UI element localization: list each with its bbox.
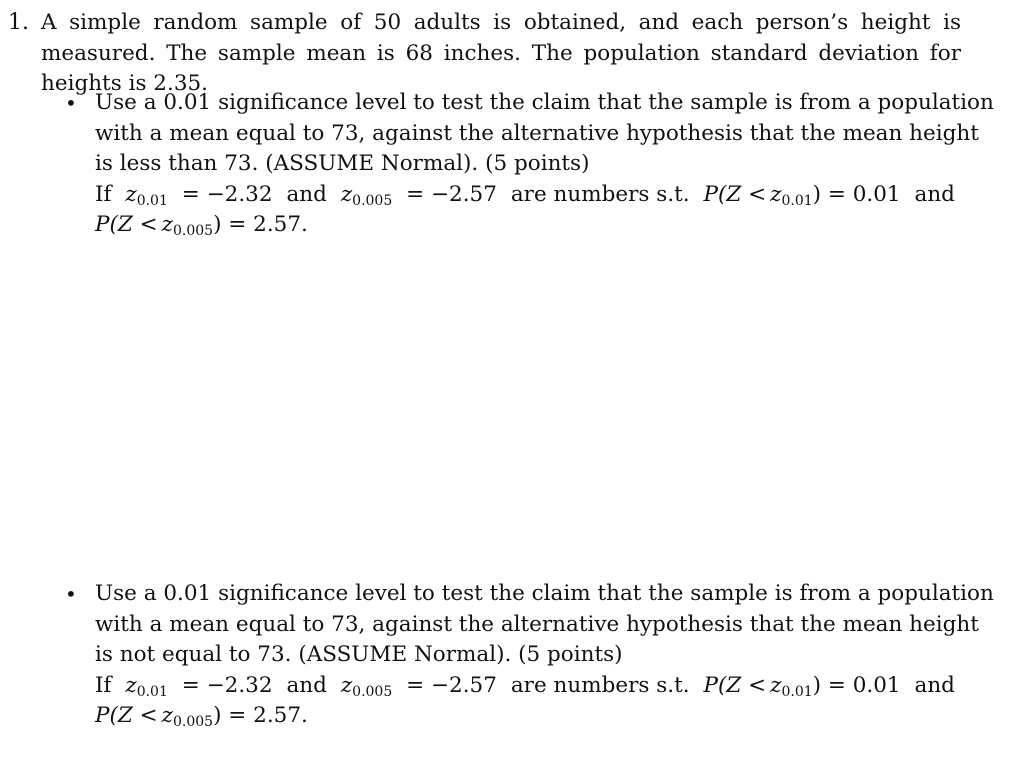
problem-statement: A simple random sample of 50 adults is obtained, and each person’s height is measured. The sample mean is 68 inches. The population standard deviation for heights is 2.35.: [41, 10, 961, 96]
bullet-marker: •: [65, 582, 77, 606]
if-word: If: [95, 672, 112, 698]
numbers-text: are numbers s.t.: [510, 672, 690, 698]
probability-2: $P(Z < z_{0.005}) = 2.57$.: [95, 703, 308, 730]
z-critical-2-value: = −2.57: [406, 181, 497, 207]
z-critical-1: $z_{0.01}$: [125, 672, 168, 700]
z-values-line: [95, 671, 955, 702]
probability-1: $P(Z < z_{0.01}) = 0.01$: [703, 181, 901, 209]
z-critical-1-value: = −2.32: [181, 181, 273, 207]
probability-2: $P(Z < z_{0.005}) = 2.57$.: [95, 212, 308, 239]
and-word: and: [286, 672, 327, 698]
bullet-line: is not equal to 73. (ASSUME Normal). (5 points): [95, 642, 623, 667]
bullet-line: with a mean equal to 73, against the alternative hypothesis that the mean height: [95, 120, 979, 146]
problem-number: 1.: [8, 10, 29, 35]
bullet-item-1: [95, 88, 994, 241]
z-critical-2: $z_{0.005}$: [340, 181, 393, 209]
z-values-line: [95, 180, 955, 211]
bullet-line: is less than 73. (ASSUME Normal). (5 points): [95, 151, 590, 176]
z-critical-2: $z_{0.005}$: [340, 672, 393, 700]
and-word: and: [286, 181, 327, 207]
numbers-text: are numbers s.t.: [510, 181, 690, 207]
bullet-line: Use a 0.01 significance level to test the claim that the sample is from a population: [95, 581, 994, 606]
z-critical-1-value: = −2.32: [181, 672, 273, 698]
bullet-line: Use a 0.01 significance level to test the claim that the sample is from a population: [95, 90, 994, 115]
z-critical-1: $z_{0.01}$: [125, 181, 168, 209]
probability-1: $P(Z < z_{0.01}) = 0.01$: [703, 672, 901, 700]
and-word-end: and: [914, 181, 955, 207]
if-word: If: [95, 181, 112, 207]
and-word-end: and: [914, 672, 955, 698]
bullet-item-2: [95, 579, 994, 732]
bullet-line: with a mean equal to 73, against the alternative hypothesis that the mean height: [95, 611, 979, 637]
bullet-marker: •: [65, 91, 77, 115]
z-critical-2-value: = −2.57: [406, 672, 497, 698]
